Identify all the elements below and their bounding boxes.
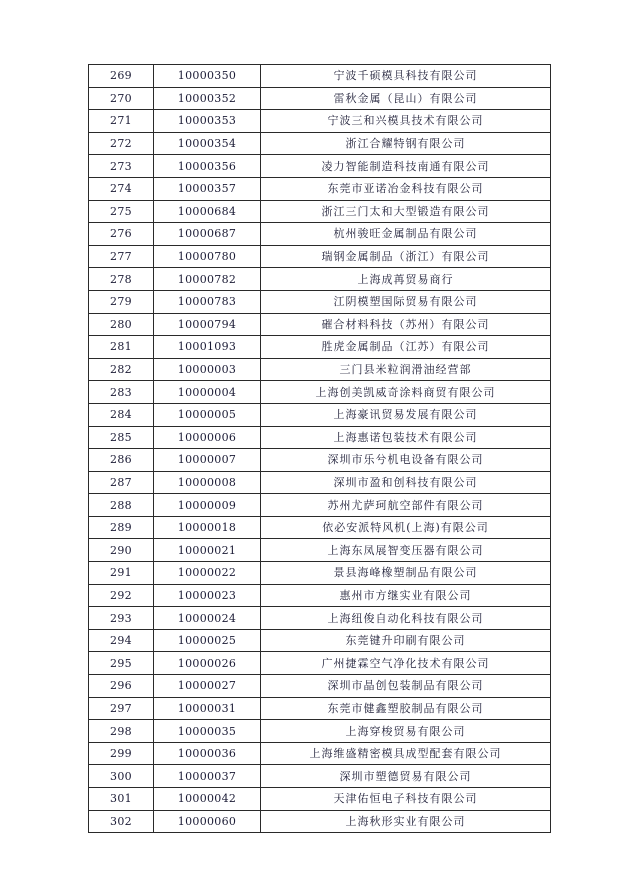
table-row bbox=[89, 65, 551, 88]
company-name-cell: 惠州市方继实业有限公司 bbox=[261, 584, 551, 607]
row-number-cell: 270 bbox=[89, 87, 154, 110]
company-name-cell: 天津佑恒电子科技有限公司 bbox=[261, 788, 551, 811]
vendor-id-cell: 10000005 bbox=[154, 403, 261, 426]
table-row bbox=[89, 652, 551, 675]
company-name-cell: 深圳市盈和创科技有限公司 bbox=[261, 471, 551, 494]
company-list-table bbox=[88, 64, 551, 833]
table-row bbox=[89, 155, 551, 178]
company-name-cell: 瑞钢金属制品（浙江）有限公司 bbox=[261, 245, 551, 268]
vendor-id-cell: 10000352 bbox=[154, 87, 261, 110]
company-name-cell: 上海豪讯贸易发展有限公司 bbox=[261, 403, 551, 426]
table-row bbox=[89, 426, 551, 449]
row-number-cell: 274 bbox=[89, 177, 154, 200]
company-name-cell: 宁波三和兴模具技术有限公司 bbox=[261, 110, 551, 133]
company-name-cell: 上海维盛精密模具成型配套有限公司 bbox=[261, 742, 551, 765]
row-number-cell: 282 bbox=[89, 358, 154, 381]
row-number-cell: 287 bbox=[89, 471, 154, 494]
company-name-cell: 景县海峰橡塑制品有限公司 bbox=[261, 562, 551, 585]
table-row bbox=[89, 245, 551, 268]
vendor-id-cell: 10000025 bbox=[154, 629, 261, 652]
vendor-id-cell: 10000018 bbox=[154, 516, 261, 539]
company-name-cell: 浙江三门太和大型锻造有限公司 bbox=[261, 200, 551, 223]
vendor-id-cell: 10000037 bbox=[154, 765, 261, 788]
table-row bbox=[89, 788, 551, 811]
table-row bbox=[89, 742, 551, 765]
vendor-id-cell: 10000006 bbox=[154, 426, 261, 449]
table-row bbox=[89, 110, 551, 133]
table-row bbox=[89, 629, 551, 652]
vendor-id-cell: 10000356 bbox=[154, 155, 261, 178]
row-number-cell: 280 bbox=[89, 313, 154, 336]
vendor-id-cell: 10000357 bbox=[154, 177, 261, 200]
row-number-cell: 288 bbox=[89, 494, 154, 517]
row-number-cell: 294 bbox=[89, 629, 154, 652]
company-name-cell: 上海惠诺包装技术有限公司 bbox=[261, 426, 551, 449]
row-number-cell: 273 bbox=[89, 155, 154, 178]
table-row bbox=[89, 494, 551, 517]
table-row bbox=[89, 381, 551, 404]
table-row bbox=[89, 449, 551, 472]
row-number-cell: 296 bbox=[89, 675, 154, 698]
company-name-cell: 上海成苒贸易商行 bbox=[261, 268, 551, 291]
table-row bbox=[89, 562, 551, 585]
vendor-id-cell: 10000027 bbox=[154, 675, 261, 698]
vendor-id-cell: 10000783 bbox=[154, 290, 261, 313]
vendor-id-cell: 10000021 bbox=[154, 539, 261, 562]
vendor-id-cell: 10000780 bbox=[154, 245, 261, 268]
vendor-id-cell: 10000004 bbox=[154, 381, 261, 404]
table-row bbox=[89, 675, 551, 698]
vendor-id-cell: 10000353 bbox=[154, 110, 261, 133]
vendor-id-cell: 10000687 bbox=[154, 223, 261, 246]
vendor-id-cell: 10000022 bbox=[154, 562, 261, 585]
vendor-id-cell: 10000794 bbox=[154, 313, 261, 336]
company-name-cell: 深圳市乐兮机电设备有限公司 bbox=[261, 449, 551, 472]
row-number-cell: 297 bbox=[89, 697, 154, 720]
company-name-cell: 东莞键升印刷有限公司 bbox=[261, 629, 551, 652]
row-number-cell: 291 bbox=[89, 562, 154, 585]
vendor-id-cell: 10000007 bbox=[154, 449, 261, 472]
table-row bbox=[89, 313, 551, 336]
row-number-cell: 300 bbox=[89, 765, 154, 788]
vendor-id-cell: 10000036 bbox=[154, 742, 261, 765]
vendor-id-cell: 10000009 bbox=[154, 494, 261, 517]
table-row bbox=[89, 810, 551, 833]
company-name-cell: 深圳市塑德贸易有限公司 bbox=[261, 765, 551, 788]
company-name-cell: 江阴模塑国际贸易有限公司 bbox=[261, 290, 551, 313]
company-name-cell: 上海穿梭贸易有限公司 bbox=[261, 720, 551, 743]
table-row bbox=[89, 720, 551, 743]
row-number-cell: 289 bbox=[89, 516, 154, 539]
vendor-id-cell: 10000023 bbox=[154, 584, 261, 607]
vendor-id-cell: 10000684 bbox=[154, 200, 261, 223]
row-number-cell: 283 bbox=[89, 381, 154, 404]
vendor-id-cell: 10000782 bbox=[154, 268, 261, 291]
vendor-id-cell: 10000354 bbox=[154, 132, 261, 155]
vendor-id-cell: 10000003 bbox=[154, 358, 261, 381]
table-row bbox=[89, 132, 551, 155]
row-number-cell: 281 bbox=[89, 336, 154, 359]
row-number-cell: 277 bbox=[89, 245, 154, 268]
company-name-cell: 雷秋金属（昆山）有限公司 bbox=[261, 87, 551, 110]
row-number-cell: 298 bbox=[89, 720, 154, 743]
company-name-cell: 上海创美凯威奇涂料商贸有限公司 bbox=[261, 381, 551, 404]
table-row bbox=[89, 584, 551, 607]
table-row bbox=[89, 403, 551, 426]
row-number-cell: 272 bbox=[89, 132, 154, 155]
row-number-cell: 295 bbox=[89, 652, 154, 675]
company-name-cell: 三门县米粒润滑油经营部 bbox=[261, 358, 551, 381]
company-name-cell: 凌力智能制造科技南通有限公司 bbox=[261, 155, 551, 178]
company-name-cell: 依必安派特风机(上海)有限公司 bbox=[261, 516, 551, 539]
row-number-cell: 301 bbox=[89, 788, 154, 811]
vendor-id-cell: 10000008 bbox=[154, 471, 261, 494]
row-number-cell: 278 bbox=[89, 268, 154, 291]
vendor-id-cell: 10000026 bbox=[154, 652, 261, 675]
company-table-body bbox=[89, 65, 551, 833]
row-number-cell: 269 bbox=[89, 65, 154, 88]
company-name-cell: 上海纽俊自动化科技有限公司 bbox=[261, 607, 551, 630]
row-number-cell: 275 bbox=[89, 200, 154, 223]
row-number-cell: 293 bbox=[89, 607, 154, 630]
vendor-id-cell: 10000060 bbox=[154, 810, 261, 833]
company-name-cell: 磪合材料科技（苏州）有限公司 bbox=[261, 313, 551, 336]
company-name-cell: 广州捷霖空气净化技术有限公司 bbox=[261, 652, 551, 675]
company-name-cell: 东莞市健鑫塑胶制品有限公司 bbox=[261, 697, 551, 720]
table-row bbox=[89, 516, 551, 539]
company-name-cell: 杭州骏旺金属制品有限公司 bbox=[261, 223, 551, 246]
table-row bbox=[89, 177, 551, 200]
row-number-cell: 285 bbox=[89, 426, 154, 449]
vendor-id-cell: 10000042 bbox=[154, 788, 261, 811]
row-number-cell: 286 bbox=[89, 449, 154, 472]
company-name-cell: 宁波千硕模具科技有限公司 bbox=[261, 65, 551, 88]
row-number-cell: 279 bbox=[89, 290, 154, 313]
company-name-cell: 深圳市晶创包装制品有限公司 bbox=[261, 675, 551, 698]
company-name-cell: 苏州尤萨珂航空部件有限公司 bbox=[261, 494, 551, 517]
table-row bbox=[89, 290, 551, 313]
table-row bbox=[89, 471, 551, 494]
row-number-cell: 292 bbox=[89, 584, 154, 607]
table-row bbox=[89, 539, 551, 562]
table-row bbox=[89, 358, 551, 381]
company-name-cell: 上海东凤展智变压器有限公司 bbox=[261, 539, 551, 562]
table-row bbox=[89, 607, 551, 630]
vendor-id-cell: 10000035 bbox=[154, 720, 261, 743]
table-row bbox=[89, 765, 551, 788]
row-number-cell: 302 bbox=[89, 810, 154, 833]
table-row bbox=[89, 268, 551, 291]
row-number-cell: 271 bbox=[89, 110, 154, 133]
table-row bbox=[89, 87, 551, 110]
row-number-cell: 284 bbox=[89, 403, 154, 426]
company-name-cell: 东莞市亚诺冶金科技有限公司 bbox=[261, 177, 551, 200]
vendor-id-cell: 10000031 bbox=[154, 697, 261, 720]
vendor-id-cell: 10000024 bbox=[154, 607, 261, 630]
table-row bbox=[89, 200, 551, 223]
vendor-id-cell: 10001093 bbox=[154, 336, 261, 359]
table-row bbox=[89, 697, 551, 720]
table-row bbox=[89, 223, 551, 246]
vendor-id-cell: 10000350 bbox=[154, 65, 261, 88]
company-name-cell: 浙江合耀特钢有限公司 bbox=[261, 132, 551, 155]
company-name-cell: 胜虎金属制品（江苏）有限公司 bbox=[261, 336, 551, 359]
company-name-cell: 上海秋形实业有限公司 bbox=[261, 810, 551, 833]
row-number-cell: 290 bbox=[89, 539, 154, 562]
table-row bbox=[89, 336, 551, 359]
row-number-cell: 276 bbox=[89, 223, 154, 246]
row-number-cell: 299 bbox=[89, 742, 154, 765]
